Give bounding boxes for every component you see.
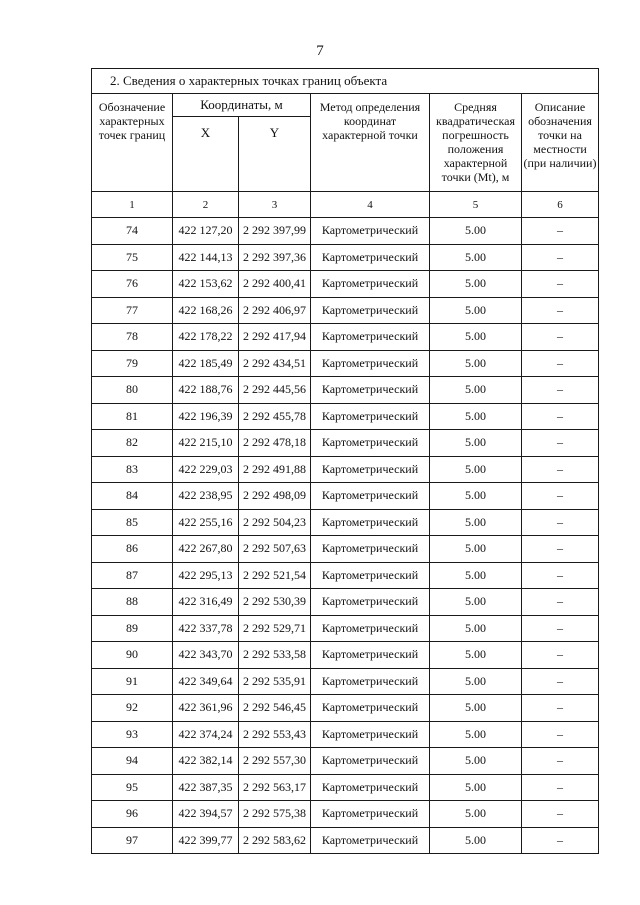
x-coordinate-cell: 422 185,49 — [173, 350, 239, 377]
method-cell: Картометрический — [311, 827, 430, 854]
table-row — [92, 324, 599, 351]
accuracy-cell: 5.00 — [430, 509, 522, 536]
table-row — [92, 589, 599, 616]
x-coordinate-cell: 422 215,10 — [173, 430, 239, 457]
table-row — [92, 218, 599, 245]
point-cell: 83 — [92, 456, 173, 483]
y-coordinate-cell: 2 292 529,71 — [239, 615, 311, 642]
table-row — [92, 456, 599, 483]
y-coordinate-cell: 2 292 434,51 — [239, 350, 311, 377]
column-number: 4 — [311, 192, 430, 218]
y-coordinate-cell: 2 292 575,38 — [239, 801, 311, 828]
point-cell: 85 — [92, 509, 173, 536]
point-cell: 91 — [92, 668, 173, 695]
x-coordinate-cell: 422 178,22 — [173, 324, 239, 351]
y-coordinate-cell: 2 292 400,41 — [239, 271, 311, 298]
method-cell: Картометрический — [311, 721, 430, 748]
y-coordinate-cell: 2 292 445,56 — [239, 377, 311, 404]
point-cell: 77 — [92, 297, 173, 324]
method-cell: Картометрический — [311, 297, 430, 324]
method-cell: Картометрический — [311, 509, 430, 536]
x-coordinate-cell: 422 374,24 — [173, 721, 239, 748]
point-cell: 84 — [92, 483, 173, 510]
y-coordinate-cell: 2 292 397,36 — [239, 244, 311, 271]
section-title: 2. Сведения о характерных точках границ объекта — [92, 69, 599, 94]
table-row — [92, 827, 599, 854]
method-cell: Картометрический — [311, 350, 430, 377]
description-cell: – — [522, 350, 599, 377]
accuracy-cell: 5.00 — [430, 721, 522, 748]
table-row — [92, 774, 599, 801]
description-cell: – — [522, 271, 599, 298]
header-description: Описание обозначения точки на местности (при наличии) — [522, 94, 599, 192]
x-coordinate-cell: 422 188,76 — [173, 377, 239, 404]
table-row — [92, 536, 599, 563]
point-cell: 97 — [92, 827, 173, 854]
y-coordinate-cell: 2 292 563,17 — [239, 774, 311, 801]
description-cell: – — [522, 218, 599, 245]
x-coordinate-cell: 422 153,62 — [173, 271, 239, 298]
header-method: Метод определения координат характерной точки — [311, 94, 430, 192]
x-coordinate-cell: 422 387,35 — [173, 774, 239, 801]
point-cell: 93 — [92, 721, 173, 748]
table-row — [92, 801, 599, 828]
table-row — [92, 668, 599, 695]
description-cell: – — [522, 536, 599, 563]
y-coordinate-cell: 2 292 553,43 — [239, 721, 311, 748]
boundary-points-table — [91, 68, 599, 854]
accuracy-cell: 5.00 — [430, 589, 522, 616]
point-cell: 74 — [92, 218, 173, 245]
method-cell: Картометрический — [311, 377, 430, 404]
method-cell: Картометрический — [311, 748, 430, 775]
point-cell: 76 — [92, 271, 173, 298]
y-coordinate-cell: 2 292 417,94 — [239, 324, 311, 351]
description-cell: – — [522, 377, 599, 404]
table-row — [92, 377, 599, 404]
y-coordinate-cell: 2 292 521,54 — [239, 562, 311, 589]
accuracy-cell: 5.00 — [430, 695, 522, 722]
column-number-row — [92, 192, 599, 218]
description-cell: – — [522, 695, 599, 722]
x-coordinate-cell: 422 255,16 — [173, 509, 239, 536]
description-cell: – — [522, 244, 599, 271]
table-row — [92, 642, 599, 669]
description-cell: – — [522, 509, 599, 536]
table-row — [92, 695, 599, 722]
column-number: 3 — [239, 192, 311, 218]
description-cell: – — [522, 483, 599, 510]
y-coordinate-cell: 2 292 491,88 — [239, 456, 311, 483]
method-cell: Картометрический — [311, 483, 430, 510]
y-coordinate-cell: 2 292 504,23 — [239, 509, 311, 536]
y-coordinate-cell: 2 292 478,18 — [239, 430, 311, 457]
point-cell: 94 — [92, 748, 173, 775]
accuracy-cell: 5.00 — [430, 350, 522, 377]
description-cell: – — [522, 430, 599, 457]
x-coordinate-cell: 422 349,64 — [173, 668, 239, 695]
description-cell: – — [522, 403, 599, 430]
x-coordinate-cell: 422 343,70 — [173, 642, 239, 669]
x-coordinate-cell: 422 229,03 — [173, 456, 239, 483]
y-coordinate-cell: 2 292 507,63 — [239, 536, 311, 563]
description-cell: – — [522, 774, 599, 801]
y-coordinate-cell: 2 292 406,97 — [239, 297, 311, 324]
table-row — [92, 271, 599, 298]
x-coordinate-cell: 422 399,77 — [173, 827, 239, 854]
point-cell: 82 — [92, 430, 173, 457]
description-cell: – — [522, 721, 599, 748]
y-coordinate-cell: 2 292 397,99 — [239, 218, 311, 245]
point-cell: 81 — [92, 403, 173, 430]
description-cell: – — [522, 324, 599, 351]
method-cell: Картометрический — [311, 536, 430, 563]
method-cell: Картометрический — [311, 695, 430, 722]
column-number: 2 — [173, 192, 239, 218]
method-cell: Картометрический — [311, 244, 430, 271]
method-cell: Картометрический — [311, 589, 430, 616]
y-coordinate-cell: 2 292 533,58 — [239, 642, 311, 669]
accuracy-cell: 5.00 — [430, 483, 522, 510]
x-coordinate-cell: 422 394,57 — [173, 801, 239, 828]
y-coordinate-cell: 2 292 455,78 — [239, 403, 311, 430]
y-coordinate-cell: 2 292 535,91 — [239, 668, 311, 695]
description-cell: – — [522, 297, 599, 324]
accuracy-cell: 5.00 — [430, 774, 522, 801]
header-point: Обозначение характерных точек границ — [92, 94, 173, 192]
x-coordinate-cell: 422 196,39 — [173, 403, 239, 430]
column-number: 1 — [92, 192, 173, 218]
description-cell: – — [522, 456, 599, 483]
x-coordinate-cell: 422 361,96 — [173, 695, 239, 722]
table-row — [92, 403, 599, 430]
method-cell: Картометрический — [311, 562, 430, 589]
table-row — [92, 350, 599, 377]
accuracy-cell: 5.00 — [430, 297, 522, 324]
method-cell: Картометрический — [311, 668, 430, 695]
x-coordinate-cell: 422 267,80 — [173, 536, 239, 563]
table-row — [92, 721, 599, 748]
accuracy-cell: 5.00 — [430, 748, 522, 775]
point-cell: 86 — [92, 536, 173, 563]
accuracy-cell: 5.00 — [430, 377, 522, 404]
description-cell: – — [522, 668, 599, 695]
method-cell: Картометрический — [311, 642, 430, 669]
accuracy-cell: 5.00 — [430, 536, 522, 563]
point-cell: 95 — [92, 774, 173, 801]
x-coordinate-cell: 422 168,26 — [173, 297, 239, 324]
point-cell: 87 — [92, 562, 173, 589]
x-coordinate-cell: 422 337,78 — [173, 615, 239, 642]
method-cell: Картометрический — [311, 218, 430, 245]
point-cell: 75 — [92, 244, 173, 271]
method-cell: Картометрический — [311, 801, 430, 828]
table-row — [92, 483, 599, 510]
description-cell: – — [522, 827, 599, 854]
y-coordinate-cell: 2 292 498,09 — [239, 483, 311, 510]
point-cell: 90 — [92, 642, 173, 669]
point-cell: 88 — [92, 589, 173, 616]
description-cell: – — [522, 642, 599, 669]
method-cell: Картометрический — [311, 271, 430, 298]
description-cell: – — [522, 801, 599, 828]
x-coordinate-cell: 422 316,49 — [173, 589, 239, 616]
y-coordinate-cell: 2 292 530,39 — [239, 589, 311, 616]
method-cell: Картометрический — [311, 403, 430, 430]
method-cell: Картометрический — [311, 456, 430, 483]
y-coordinate-cell: 2 292 557,30 — [239, 748, 311, 775]
accuracy-cell: 5.00 — [430, 244, 522, 271]
y-coordinate-cell: 2 292 546,45 — [239, 695, 311, 722]
x-coordinate-cell: 422 238,95 — [173, 483, 239, 510]
table-row — [92, 297, 599, 324]
description-cell: – — [522, 615, 599, 642]
x-coordinate-cell: 422 144,13 — [173, 244, 239, 271]
header-y: Y — [239, 117, 311, 192]
accuracy-cell: 5.00 — [430, 403, 522, 430]
method-cell: Картометрический — [311, 615, 430, 642]
x-coordinate-cell: 422 127,20 — [173, 218, 239, 245]
method-cell: Картометрический — [311, 774, 430, 801]
y-coordinate-cell: 2 292 583,62 — [239, 827, 311, 854]
page-number: 7 — [316, 43, 324, 59]
accuracy-cell: 5.00 — [430, 324, 522, 351]
accuracy-cell: 5.00 — [430, 562, 522, 589]
description-cell: – — [522, 748, 599, 775]
header-accuracy: Средняя квадратическая погрешность положения характерной точки (Mt), м — [430, 94, 522, 192]
table-row — [92, 615, 599, 642]
column-number: 5 — [430, 192, 522, 218]
accuracy-cell: 5.00 — [430, 271, 522, 298]
table-row — [92, 244, 599, 271]
point-cell: 96 — [92, 801, 173, 828]
table-row — [92, 430, 599, 457]
table-row — [92, 748, 599, 775]
point-cell: 92 — [92, 695, 173, 722]
description-cell: – — [522, 589, 599, 616]
method-cell: Картометрический — [311, 430, 430, 457]
accuracy-cell: 5.00 — [430, 642, 522, 669]
accuracy-cell: 5.00 — [430, 668, 522, 695]
header-x: X — [173, 117, 239, 192]
table-row — [92, 509, 599, 536]
x-coordinate-cell: 422 295,13 — [173, 562, 239, 589]
accuracy-cell: 5.00 — [430, 615, 522, 642]
column-number: 6 — [522, 192, 599, 218]
header-coordinates: Координаты, м — [173, 94, 311, 117]
x-coordinate-cell: 422 382,14 — [173, 748, 239, 775]
accuracy-cell: 5.00 — [430, 827, 522, 854]
accuracy-cell: 5.00 — [430, 801, 522, 828]
point-cell: 78 — [92, 324, 173, 351]
description-cell: – — [522, 562, 599, 589]
table-row — [92, 562, 599, 589]
point-cell: 89 — [92, 615, 173, 642]
accuracy-cell: 5.00 — [430, 218, 522, 245]
accuracy-cell: 5.00 — [430, 430, 522, 457]
method-cell: Картометрический — [311, 324, 430, 351]
point-cell: 79 — [92, 350, 173, 377]
point-cell: 80 — [92, 377, 173, 404]
accuracy-cell: 5.00 — [430, 456, 522, 483]
